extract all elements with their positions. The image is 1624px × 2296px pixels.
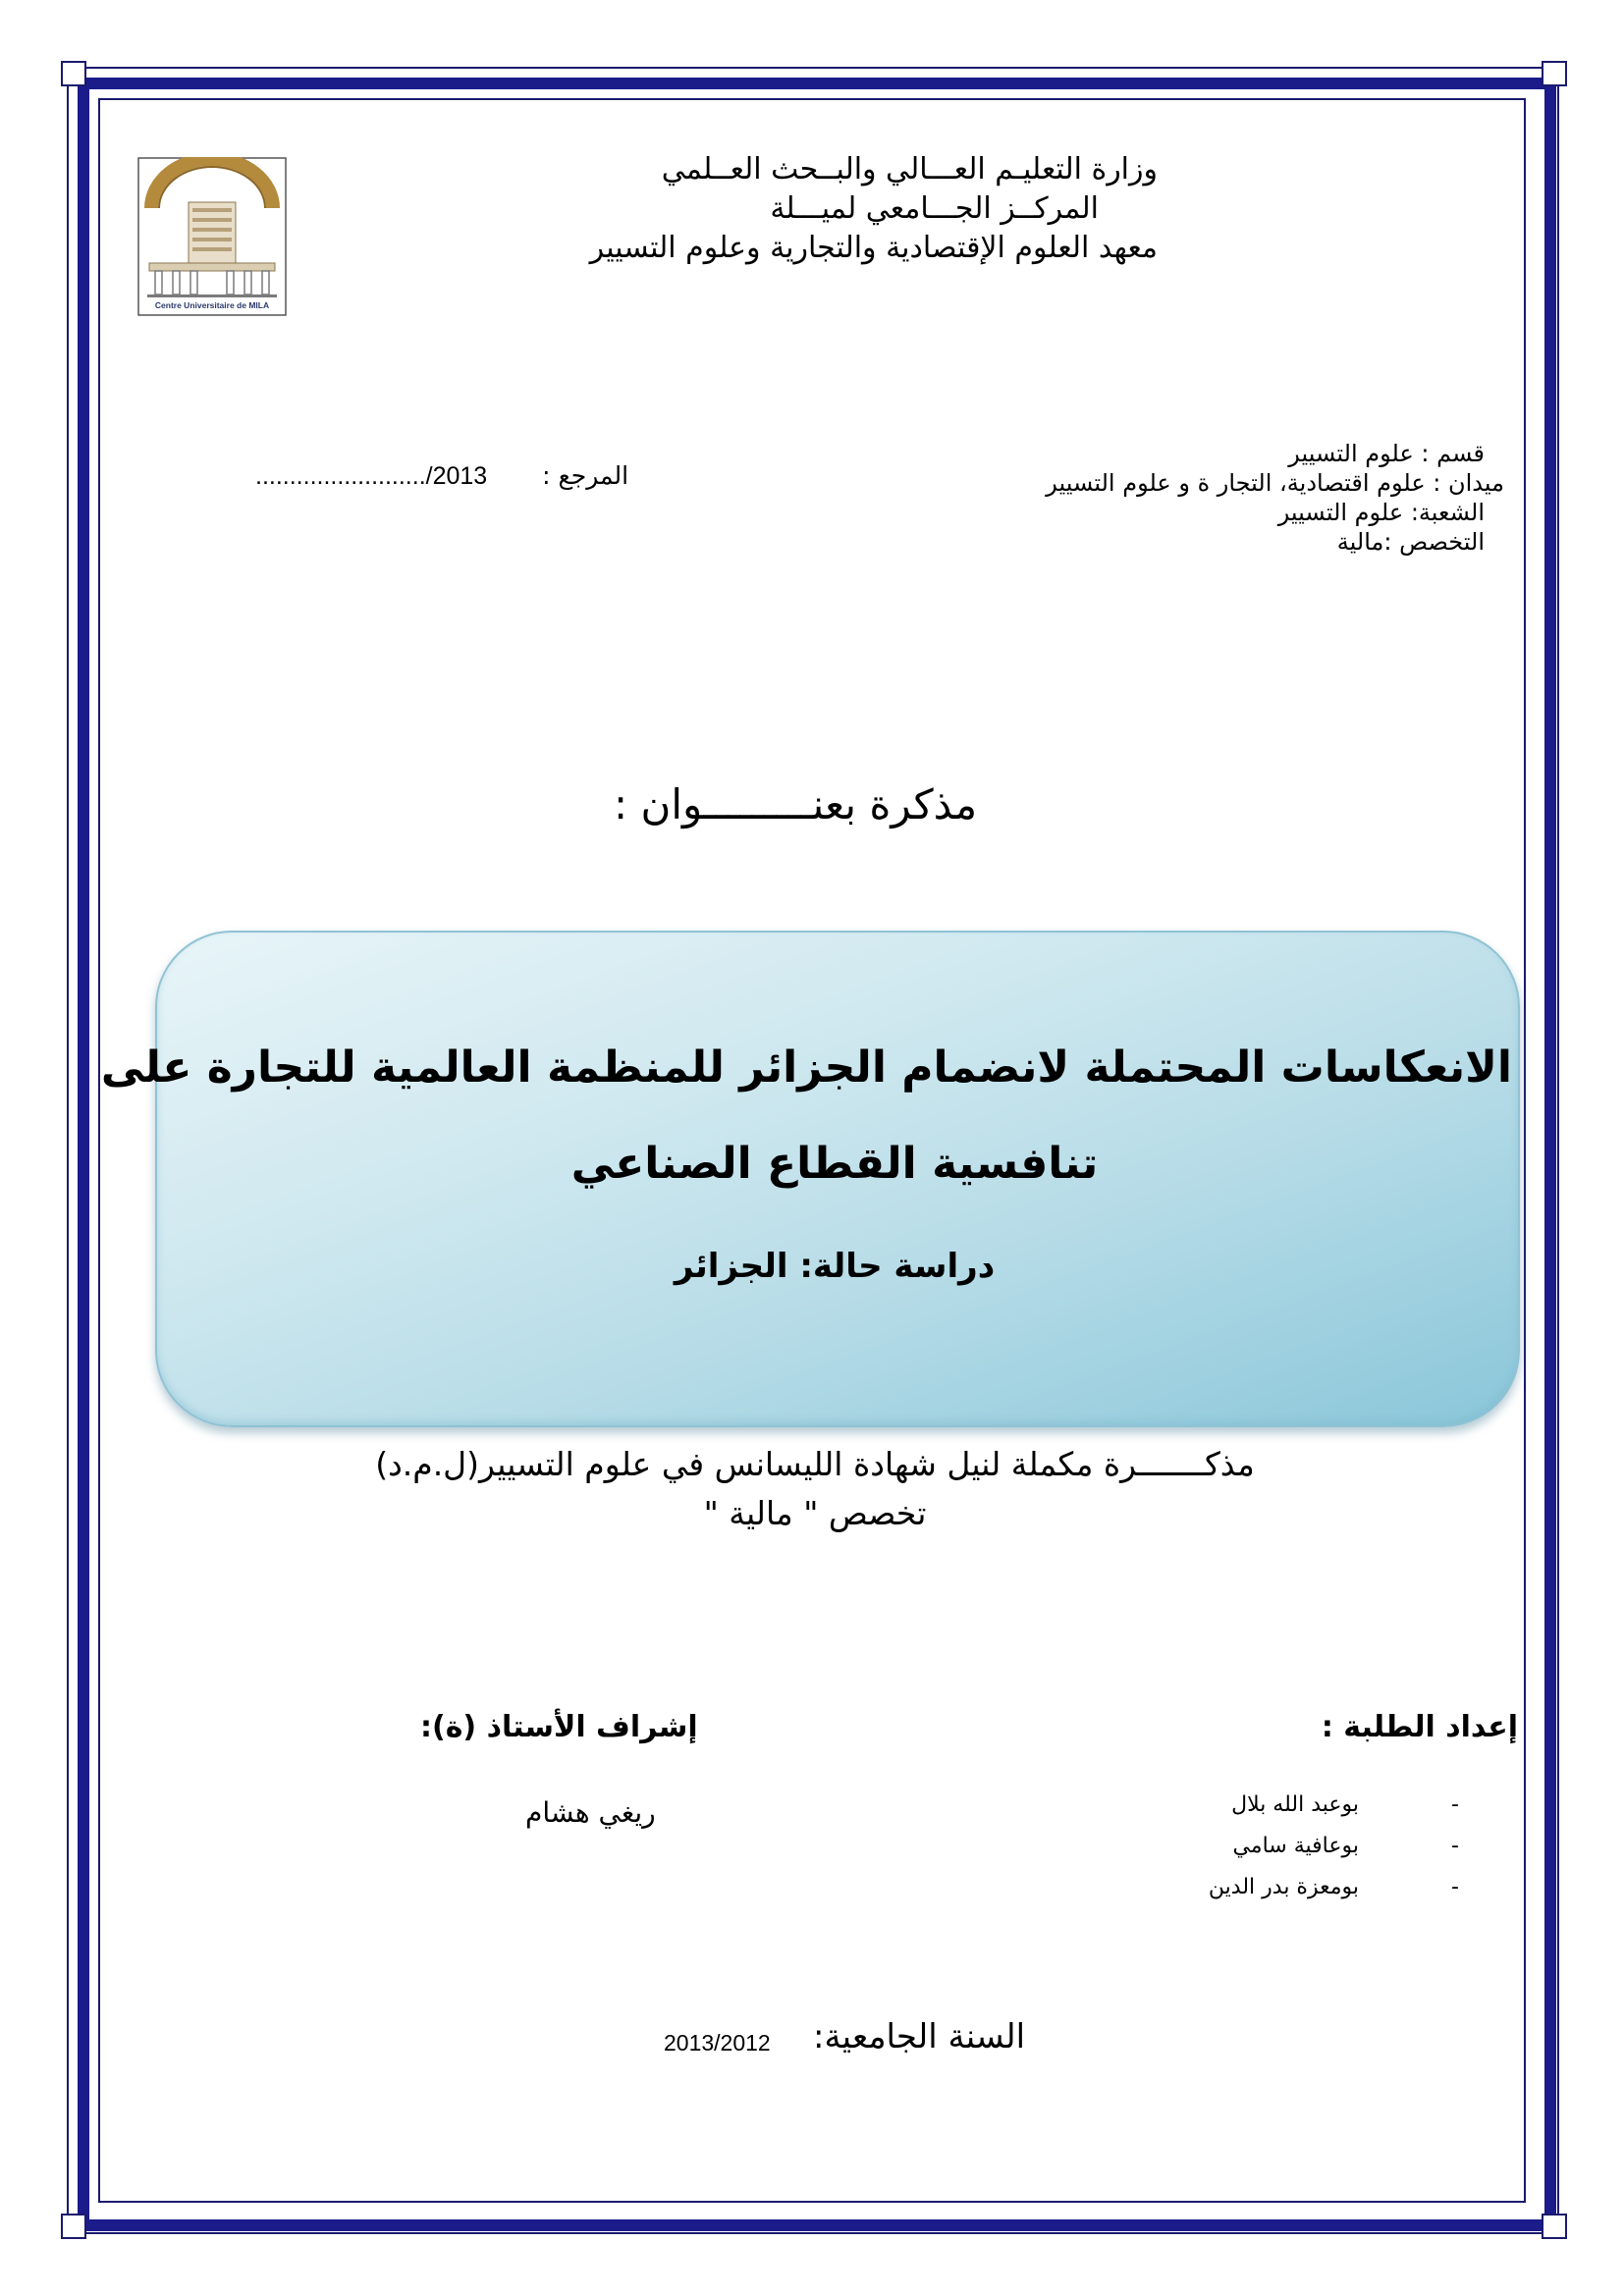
supervisor-name: ريغي هشام (525, 1796, 656, 1829)
student-name: بوعبد الله بلال (1231, 1792, 1359, 1817)
university-center-name: المركــز الجـــامعي لميـــلة (770, 191, 1099, 226)
diploma-specialty: تخصص " مالية " (703, 1494, 927, 1532)
academic-year-label: السنة الجامعية: (813, 2017, 1026, 2056)
border-corner-ornament (61, 61, 86, 86)
thesis-title-line2: تنافسية القطاع الصناعي (570, 1139, 1099, 1189)
field-line: ميدان : علوم اقتصادية، التجار ة و علوم التسيير (1046, 469, 1504, 497)
academic-year-value: 2013/2012 (664, 2030, 771, 2056)
branch-line: الشعبة: علوم التسيير (1277, 499, 1485, 526)
student-bullet: - (1451, 1875, 1459, 1899)
reference-value: ........................./2013 (255, 462, 488, 490)
logo-caption: Centre Universitaire de MILA (154, 300, 270, 310)
diploma-statement: مذكـــــــرة مكملة لنيل شهادة الليسانس في علوم التسيير(ل.م.د) (375, 1445, 1255, 1483)
border-corner-ornament (61, 2214, 86, 2239)
student-bullet: - (1451, 1834, 1459, 1858)
specialty-line: التخصص :مالية (1336, 528, 1485, 556)
ministry-name: وزارة التعليـم العـــالي والبــحث العــلمي (661, 152, 1158, 187)
university-logo (137, 157, 287, 316)
supervisor-label: إشراف الأستاذ (ة): (420, 1710, 698, 1744)
border-corner-ornament (1542, 61, 1567, 86)
memo-title: مذكرة بعنـــــــــوان : (614, 780, 978, 828)
border-corner-ornament (1542, 2214, 1567, 2239)
students-label: إعداد الطلبة : (1321, 1710, 1518, 1744)
student-bullet: - (1451, 1792, 1459, 1817)
student-name: بومعزة بدر الدين (1208, 1875, 1359, 1899)
reference-label: المرجع : (542, 461, 629, 490)
reference-line (255, 461, 628, 491)
institute-name: معهد العلوم الإقتصادية والتجارية وعلوم التسيير (589, 231, 1158, 265)
department-line: قسم : علوم التسيير (1288, 440, 1485, 467)
student-name: بوعافية سامي (1232, 1834, 1359, 1858)
thesis-title-line1: الانعكاسات المحتملة لانضمام الجزائر للمنظمة العالمية للتجارة على (100, 1042, 1512, 1093)
case-study-subtitle: دراسة حالة: الجزائر (674, 1247, 996, 1286)
